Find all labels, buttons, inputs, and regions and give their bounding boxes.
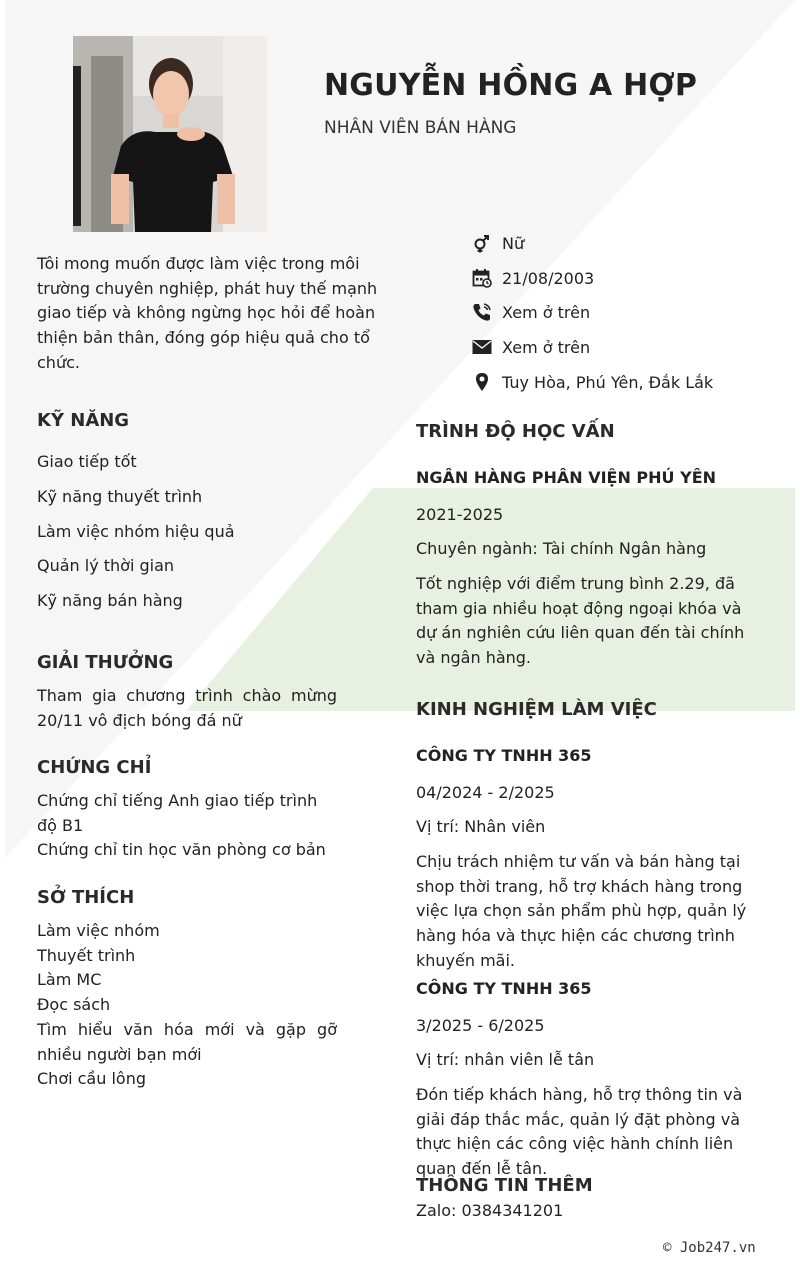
job-description: Chịu trách nhiệm tư vấn và bán hàng tại shop thời trang, hỗ trợ khách hàng trong việc lựa chọn sản phẩm phù hợp, quản lý hàng hóa và thực hiện các chương trình khuyến mãi. <box>416 852 747 970</box>
avatar-photo <box>73 36 267 232</box>
hobby-item: Làm MC <box>37 970 102 990</box>
education-major: Chuyên ngành: Tài chính Ngân hàng <box>416 539 707 558</box>
certificates-heading: CHỨNG CHỈ <box>37 757 152 778</box>
contact-email <box>472 334 590 360</box>
job-position: Vị trí: nhân viên lễ tân <box>416 1050 595 1069</box>
job-position: Vị trí: Nhân viên <box>416 817 546 836</box>
extra-info-heading: THÔNG TIN THÊM <box>416 1175 593 1196</box>
skill-item: Quản lý thời gian <box>37 556 175 575</box>
skills-heading: KỸ NĂNG <box>37 410 130 431</box>
phone-value: Xem ở trên <box>502 302 591 322</box>
location-pin-icon <box>472 372 492 392</box>
address-value: Tuy Hòa, Phú Yên, Đắk Lắk <box>502 372 714 392</box>
job-period: 3/2025 - 6/2025 <box>416 1016 545 1035</box>
hobby-item: Làm việc nhóm <box>37 921 160 940</box>
candidate-name: NGUYỄN HỒNG A HỢP <box>324 68 698 103</box>
job-description: Đón tiếp khách hàng, hỗ trợ thông tin và giải đáp thắc mắc, quản lý đặt phòng và thực hiện các công việc hành chính liên quan đến lễ tân. <box>416 1085 743 1179</box>
dob-value: 21/08/2003 <box>502 268 595 288</box>
education-period: 2021-2025 <box>416 505 504 524</box>
education-description: Tốt nghiệp với điểm trung bình 2.29, đã tham gia nhiều hoạt động ngoại khóa và dự án nghiên cứu liên quan đến tài chính và ngân hàng. <box>416 574 745 668</box>
zalo-contact: Zalo: 0384341201 <box>416 1201 564 1220</box>
skill-item: Kỹ năng bán hàng <box>37 591 183 610</box>
job-title: NHÂN VIÊN BÁN HÀNG <box>324 118 517 138</box>
calendar-icon <box>472 268 492 288</box>
contact-phone <box>472 299 590 325</box>
education-heading: TRÌNH ĐỘ HỌC VẤN <box>416 421 615 442</box>
career-objective: Tôi mong muốn được làm việc trong môi trường chuyên nghiệp, phát huy thế mạnh giao tiếp và không ngừng học hỏi để hoàn thiện bản thân, đóng góp hiệu quả cho tổ chức. <box>37 254 378 372</box>
gender-value: Nữ <box>502 233 525 253</box>
awards-heading: GIẢI THƯỞNG <box>37 652 174 673</box>
contact-gender <box>472 230 524 256</box>
job-company: CÔNG TY TNHH 365 <box>416 979 592 998</box>
certificates-list <box>37 789 337 863</box>
contact-address <box>472 369 713 395</box>
hobby-item: Chơi cầu lông <box>37 1069 146 1089</box>
hobby-item: Tìm hiểu văn hóa mới và gặp gỡ nhiều người bạn mới <box>37 1019 337 1064</box>
education-school: NGÂN HÀNG PHÂN VIỆN PHÚ YÊN <box>416 468 717 487</box>
hobbies-heading: SỞ THÍCH <box>37 887 135 908</box>
hobbies-list <box>37 919 337 1092</box>
phone-icon <box>472 302 492 322</box>
envelope-icon <box>472 337 492 357</box>
skill-item: Làm việc nhóm hiệu quả <box>37 522 235 541</box>
footer-watermark: © Job247.vn <box>663 1240 756 1256</box>
email-value: Xem ở trên <box>502 337 591 357</box>
certificate-item: Chứng chỉ tiếng Anh giao tiếp trình độ B1 <box>37 791 318 835</box>
experience-heading: KINH NGHIỆM LÀM VIỆC <box>416 699 657 720</box>
skill-item: Giao tiếp tốt <box>37 452 137 471</box>
hobby-item: Thuyết trình <box>37 945 136 965</box>
awards-text: Tham gia chương trình chào mừng 20/11 vô địch bóng đá nữ <box>37 686 337 730</box>
job-period: 04/2024 - 2/2025 <box>416 783 555 802</box>
job-company: CÔNG TY TNHH 365 <box>416 746 592 765</box>
hobby-item: Đọc sách <box>37 995 111 1015</box>
contact-dob <box>472 265 594 291</box>
certificate-item: Chứng chỉ tin học văn phòng cơ bản <box>37 840 326 860</box>
gender-icon <box>472 233 492 253</box>
skill-item: Kỹ năng thuyết trình <box>37 487 203 506</box>
